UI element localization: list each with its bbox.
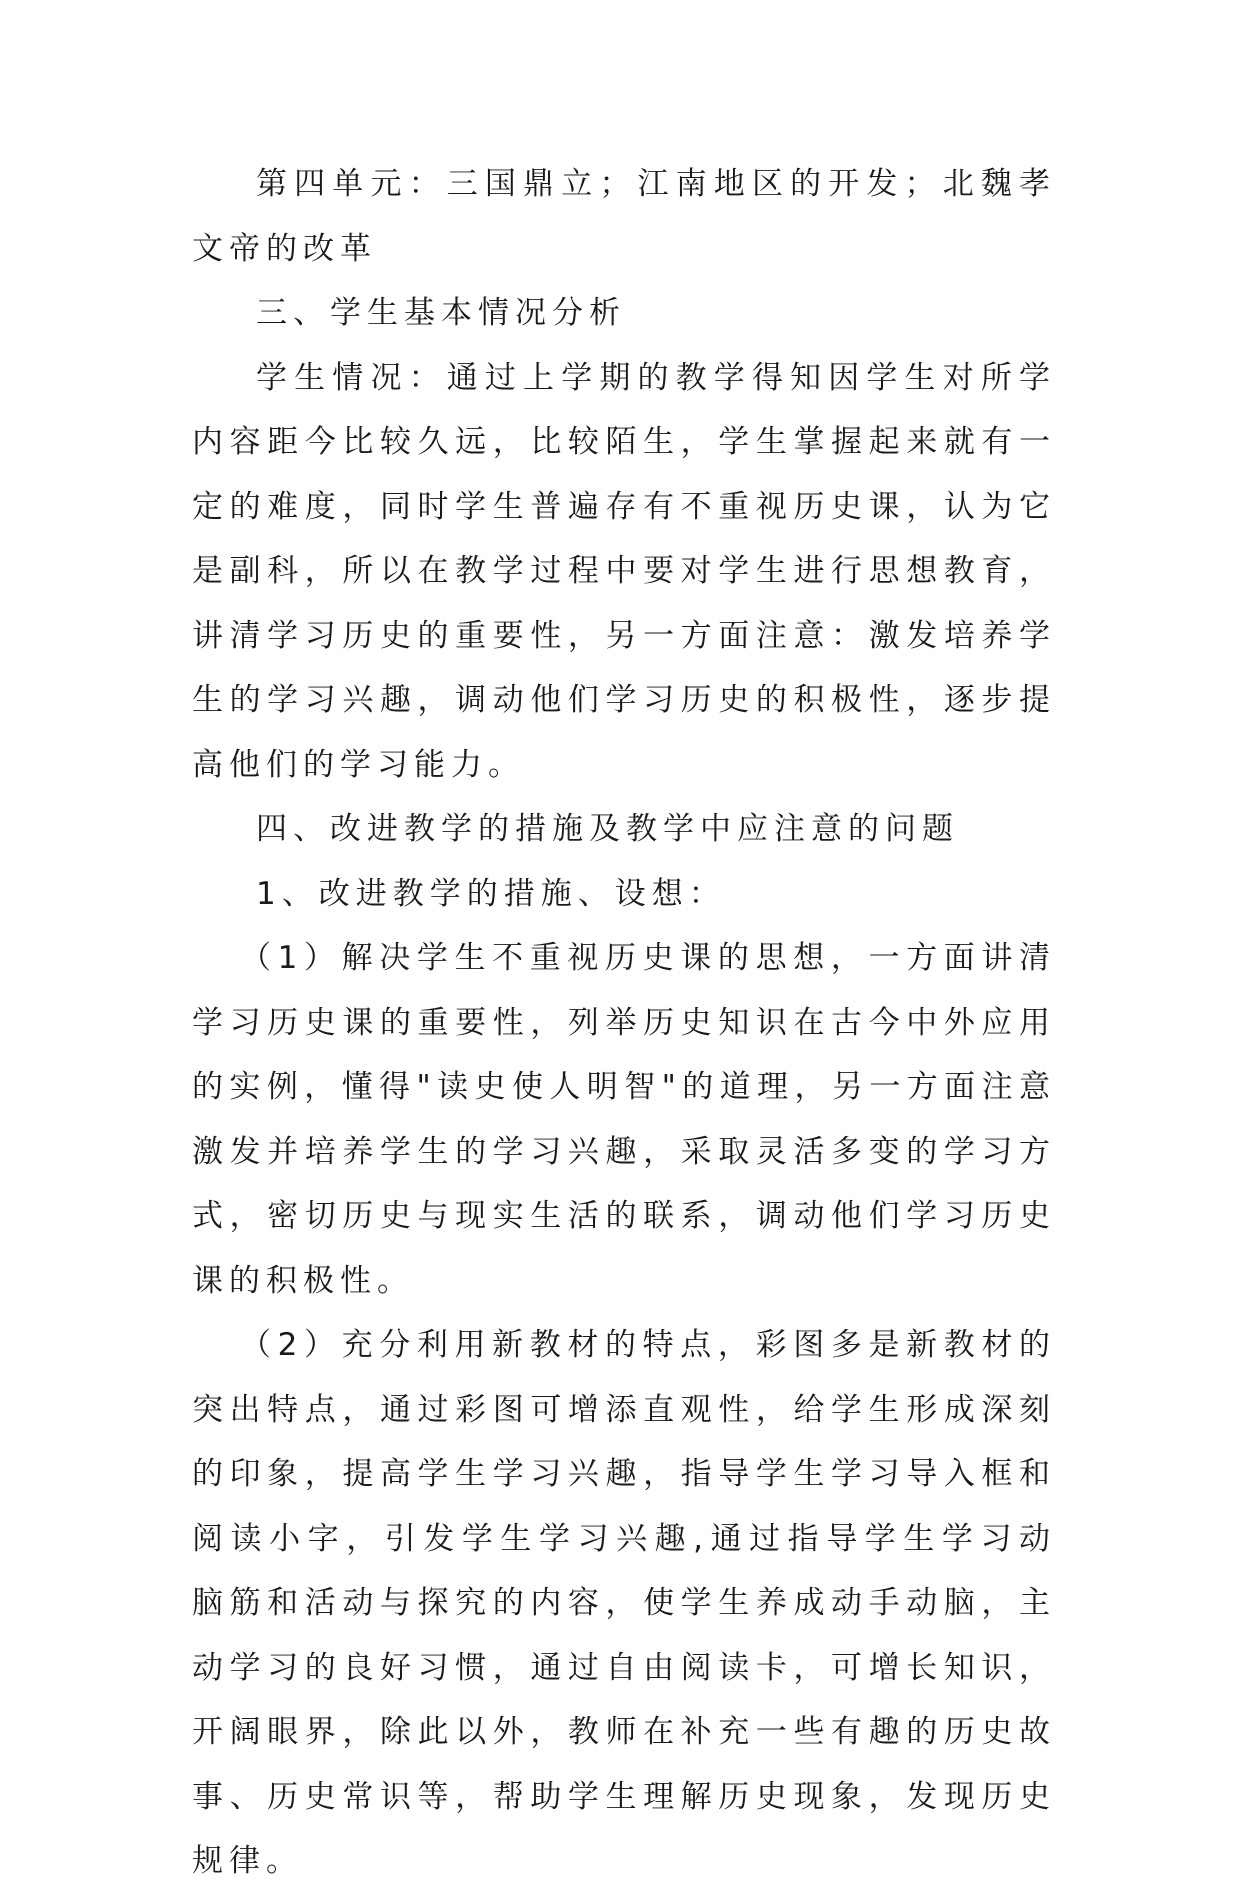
unit-four-paragraph: 第四单元：三国鼎立；江南地区的开发；北魏孝文帝的改革 [192, 166, 1056, 267]
measure-two-paragraph: （2）充分利用新教材的特点，彩图多是新教材的突出特点，通过彩图可增添直观性，给学生形成深刻的印象，提高学生学习兴趣，指导学生学习导入框和阅读小字，引发学生学习兴趣,通过指导学生学习动脑筋和活动与探究的内容，使学生养成动手动脑，主动学习的良好习惯，通过自由阅读卡，可增长知识，开阔眼界，除此以外，教师在补充一些有趣的历史故事、历史常识等，帮助学生理解历史现象，发现历史规律。 [192, 1327, 1056, 1879]
section-three-heading: 三、学生基本情况分析 [256, 295, 626, 331]
measure-one-paragraph: （1）解决学生不重视历史课的思想，一方面讲清学习历史课的重要性，列举历史知识在古今中外应用的实例，懂得"读史使人明智"的道理，另一方面注意激发并培养学生的学习兴趣，采取灵活多变的学习方式，密切历史与现实生活的联系，调动他们学习历史课的积极性。 [192, 940, 1056, 1299]
section-four-heading: 四、改进教学的措施及教学中应注意的问题 [256, 811, 959, 847]
student-situation-paragraph: 学生情况：通过上学期的教学得知因学生对所学内容距今比较久远，比较陌生，学生掌握起来就有一定的难度，同时学生普遍存有不重视历史课，认为它是副科，所以在教学过程中要对学生进行思想教育，讲清学习历史的重要性，另一方面注意：激发培养学生的学习兴趣，调动他们学习历史的积极性，逐步提高他们的学习能力。 [192, 359, 1056, 783]
document-body [192, 152, 1056, 1894]
subsection-one-heading: 1、改进教学的措施、设想： [256, 875, 726, 912]
